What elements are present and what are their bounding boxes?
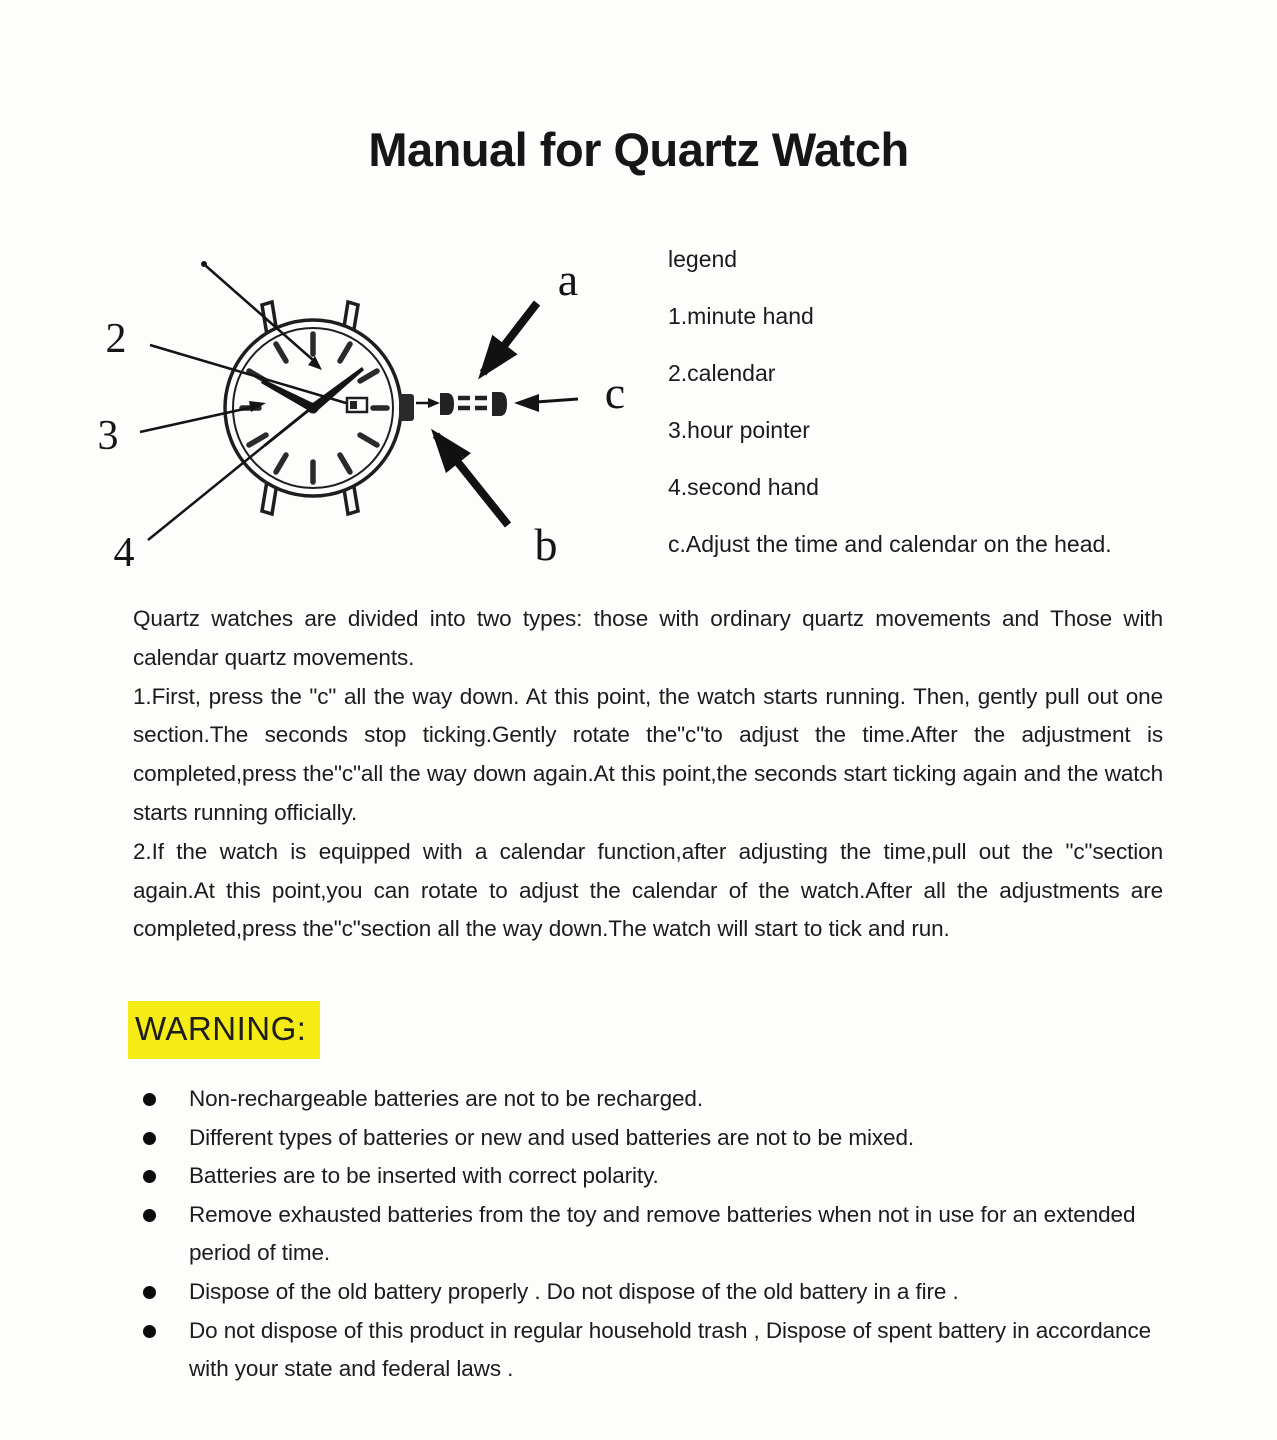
calendar-window-mark — [350, 401, 357, 409]
legend-item-calendar: 2.calendar — [668, 360, 776, 386]
step-1-paragraph: 1.First, press the "c" all the way down. At this point, the watch starts running. Then, gently pull out one section.The seconds stop ticking.Gently rotate the"c"to adjust the time.After the adjustment is completed,press the"c"all the way down again.At this point,the seconds start ticking again and the watch starts running officially. — [133, 683, 1163, 825]
hands-center-cap — [308, 403, 319, 414]
arrow-a — [483, 303, 537, 373]
crown-pull-arrowhead — [428, 398, 440, 408]
warning-section — [128, 1001, 320, 1059]
warning-text: Do not dispose of this product in regular household trash , Dispose of spent battery in accordance with your state and federal laws . — [189, 1317, 1152, 1382]
legend-item-minute-hand: 1.minute hand — [668, 303, 814, 329]
warning-text: Dispose of the old battery properly . Do not dispose of the old battery in a fire . — [189, 1278, 959, 1304]
label-b: b — [534, 519, 558, 570]
label-a: a — [557, 254, 579, 305]
legend-item-second-hand: 4.second hand — [668, 474, 819, 500]
warning-text: Non-rechargeable batteries are not to be recharged. — [189, 1086, 703, 1111]
list-item — [133, 1312, 1173, 1389]
intro-paragraph: Quartz watches are divided into two types: those with ordinary quartz movements and Those with calendar quartz movements. — [133, 606, 1163, 670]
list-item — [133, 1157, 1173, 1196]
instructions — [133, 600, 1163, 949]
pointer-4-line — [148, 446, 264, 540]
legend-item-crown-adjust: c.Adjust the time and calendar on the head. — [668, 531, 1112, 557]
legend-heading: legend — [668, 246, 738, 272]
label-2: 2 — [105, 316, 127, 362]
arrow-c-head — [514, 394, 539, 412]
crown-position-2 — [492, 392, 507, 416]
arrow-b — [436, 435, 508, 525]
watch-diagram — [70, 235, 650, 615]
bullet-icon — [143, 1325, 156, 1338]
warning-text: Different types of batteries or new and used batteries are not to be mixed. — [189, 1124, 915, 1150]
crown-stem-dashes — [458, 398, 487, 408]
bullet-icon — [143, 1209, 156, 1222]
arrow-c — [536, 399, 578, 402]
warning-text: Batteries are to be inserted with correct polarity. — [189, 1163, 659, 1189]
step-2-paragraph: 2.If the watch is equipped with a calendar function,after adjusting the time,pull out the "c"section again.At this point,you can rotate to adjust the calendar of the watch.After all the adjustments are completed,press the"c"section all the way down.The watch will start to tick and run. — [133, 838, 1163, 942]
legend — [668, 246, 1112, 588]
watch-diagram-svg — [70, 235, 650, 615]
warning-heading: WARNING: — [128, 1001, 320, 1059]
warning-text: Remove exhausted batteries from the toy and remove batteries when not in use for an extended period of time. — [189, 1201, 1136, 1266]
label-c: c — [604, 367, 626, 418]
bullet-icon — [143, 1132, 156, 1145]
label-3: 3 — [97, 413, 119, 459]
bullet-icon — [143, 1093, 156, 1106]
crown — [399, 394, 414, 421]
list-item — [133, 1080, 1173, 1119]
list-item — [133, 1119, 1173, 1158]
bullet-icon — [143, 1286, 156, 1299]
label-4: 4 — [113, 530, 135, 576]
warning-list — [133, 1080, 1173, 1389]
page-title: Manual for Quartz Watch — [368, 123, 909, 176]
crown-position-1 — [440, 393, 454, 415]
legend-item-hour-pointer: 3.hour pointer — [668, 417, 810, 443]
bullet-icon — [143, 1170, 156, 1183]
list-item — [133, 1273, 1173, 1312]
list-item — [133, 1196, 1173, 1273]
